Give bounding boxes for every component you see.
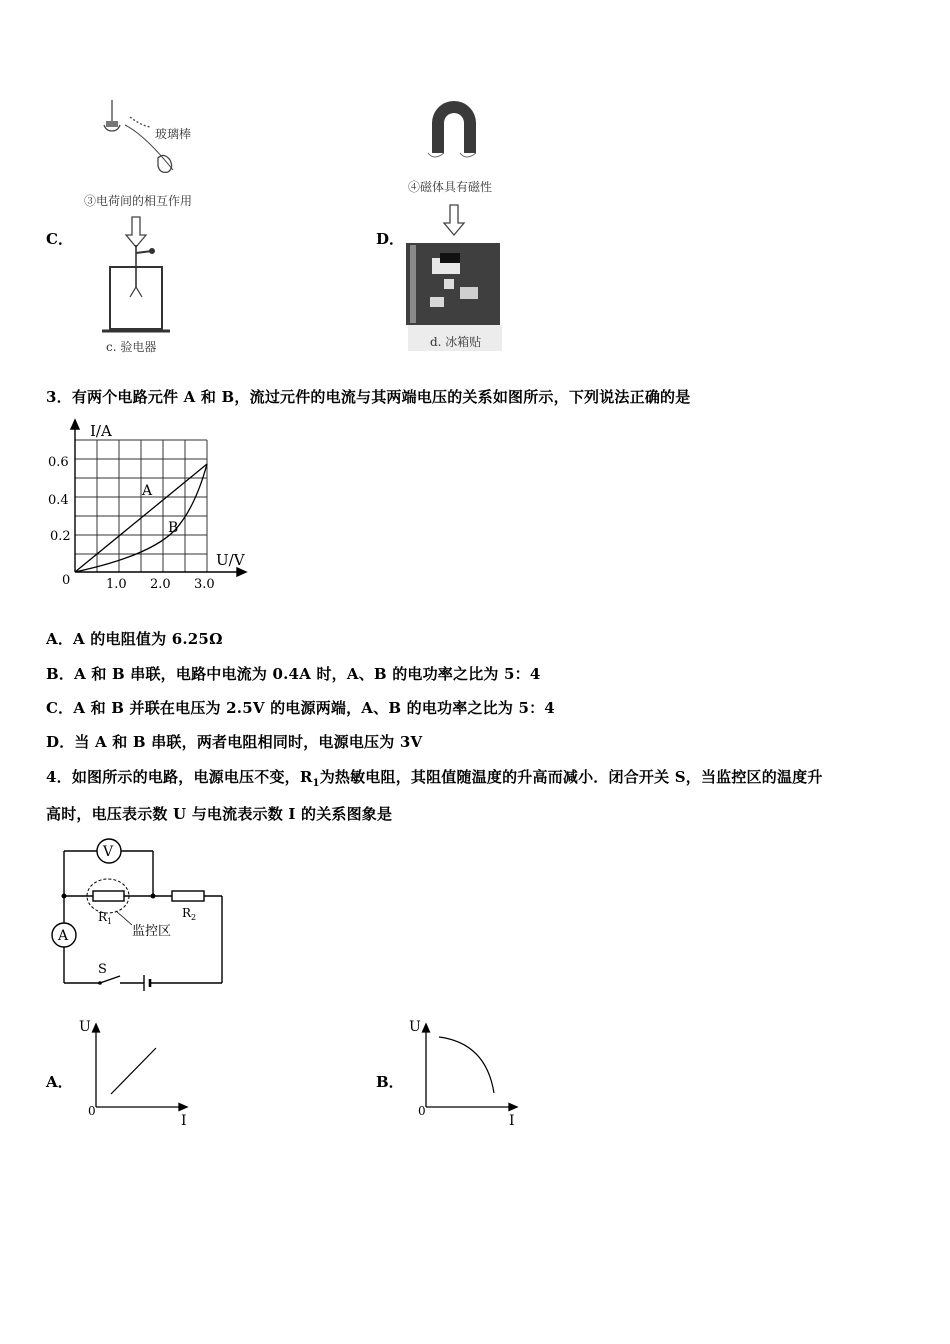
q4-option-a-graph[interactable] [76,1015,196,1130]
battery-icon [144,975,150,991]
q2d-bottom-caption: d. 冰箱贴 [430,335,482,349]
q4a-y-label: U [79,1019,91,1035]
q2-option-c [40,95,340,360]
q3-option-a[interactable] [46,628,223,649]
q3-y-axis-label: I/A [90,422,112,440]
q4-option-b-label[interactable]: B． [376,1073,404,1091]
q3-option-a-text: A 的电阻值为 6.25Ω [73,630,223,648]
q3-option-a-letter: A． [46,630,74,648]
switch-label: S [98,962,107,977]
q4-stem-sub: 1 [312,778,320,789]
resistor-r1-icon [93,891,124,901]
q3-option-c[interactable] [46,697,555,718]
q4a-axes [93,1024,188,1111]
q4a-plot-line [111,1048,156,1094]
down-arrow-icon [126,217,146,247]
q2c-bottom-caption: c. 验电器 [106,340,157,354]
q2c-top-caption: ③电荷间的相互作用 [84,194,193,208]
q4b-origin: 0 [418,1104,426,1118]
circuit-wires [64,851,222,983]
q4-option-b-graph[interactable] [406,1015,526,1130]
voltmeter-label: V [103,844,114,860]
q4b-x-label: I [509,1113,515,1129]
q4-stem-line2: 高时，电压表示数 U 与电流表示数 I 的关系图象是 [46,805,393,823]
q4b-plot-curve [439,1037,494,1093]
glass-rod-label: 玻璃棒 [155,127,192,141]
q3-option-d[interactable] [46,731,422,752]
q4-stem-line1 [46,766,823,789]
q2d-top-caption: ④磁体具有磁性 [408,180,493,194]
circuit-junction-right [151,894,156,899]
q3-x-tick-2.0: 2.0 [150,577,171,592]
q3-stem: 3．有两个电路元件 A 和 B，流过元件的电流与其两端电压的关系如图所示，下列说法正确的是 [46,388,691,406]
q2-option-d-label[interactable]: D． [376,230,405,248]
q3-y-tick-0.2: 0.2 [50,529,71,544]
ammeter-label: A [58,928,69,944]
q3-option-b-text: A 和 B 串联，电路中电流为 0.4A 时，A、B 的电功率之比为 5：4 [74,665,541,683]
q3-x-tick-1.0: 1.0 [106,577,127,592]
r1-label: $R_1$ [98,910,113,926]
q3-curve-b-label: B [168,520,179,536]
q4b-axes [423,1024,518,1111]
electroscope-icon [102,245,170,331]
q4-stem-part1: 4．如图所示的电路，电源电压不变，R [46,768,313,786]
switch-icon [98,981,102,985]
r2-label: $R_2$ [182,906,197,922]
q4-stem-part2: 为热敏电阻，其阻值随温度的升高而减小．闭合开关 S，当监控区的温度升 [319,768,823,786]
q3-option-c-letter: C． [46,699,74,717]
resistor-r2-icon [172,891,204,901]
q3-option-c-text: A 和 B 并联在电压为 2.5V 的电源两端，A、B 的电功率之比为 5：4 [73,699,555,717]
q2-option-d-figure [370,95,670,360]
q3-x-axis-label: U/V [216,551,245,569]
down-arrow-icon [444,205,464,235]
q3-y-tick-0.4: 0.4 [48,493,69,508]
q4b-y-label: U [409,1019,421,1035]
q3-option-b-letter: B． [46,665,75,683]
horseshoe-magnet-icon [428,101,476,157]
q2-option-d [370,95,670,360]
q3-option-d-text: 当 A 和 B 串联，两者电阻相同时，电源电压为 3V [74,733,423,751]
q3-x-tick-3.0: 3.0 [194,577,215,592]
q4a-origin: 0 [88,1104,96,1118]
q4-circuit [40,835,240,1000]
q4a-x-label: I [181,1113,187,1129]
zone-leader-line [116,911,132,925]
q3-curve-a-label: A [142,483,153,499]
q3-option-d-letter: D． [46,733,75,751]
q3-origin-label: 0 [62,573,71,588]
q3-graph [40,418,260,598]
q3-y-tick-0.6: 0.6 [48,455,69,470]
circuit-junction-left [62,894,67,899]
q3-option-b[interactable] [46,663,541,684]
q2-option-c-label[interactable]: C． [46,230,73,248]
q4-option-a-label[interactable]: A． [46,1073,73,1091]
monitor-zone-label: 监控区 [132,924,172,939]
q2-option-c-figure [40,95,340,360]
